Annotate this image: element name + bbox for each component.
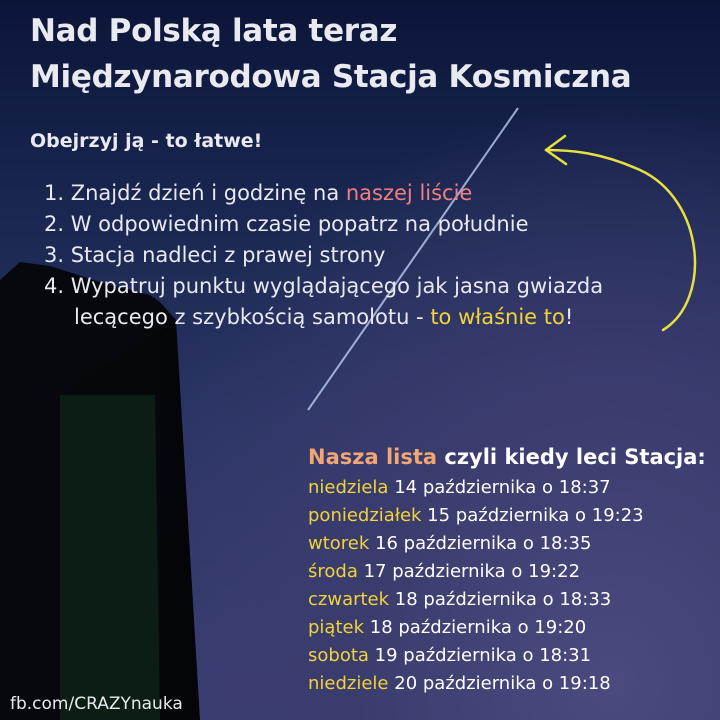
list-link[interactable]: naszej liście	[345, 181, 473, 205]
step-4: 4. Wypatruj punktu wyglądającego jak jasna gwiazda	[44, 274, 604, 298]
schedule-entry	[308, 642, 706, 670]
schedule-day: niedziele	[308, 673, 389, 694]
schedule-entry	[308, 586, 706, 614]
schedule	[308, 442, 706, 698]
schedule-heading-highlight: Nasza lista	[308, 445, 438, 469]
schedule-entry	[308, 558, 706, 586]
schedule-date: 15 października o 19:23	[421, 505, 644, 526]
step-3: 3. Stacja nadleci z prawej strony	[44, 243, 386, 267]
schedule-entry	[308, 502, 706, 530]
title-line-1: Nad Polską lata teraz	[30, 13, 398, 49]
schedule-date: 18 października o 18:33	[389, 589, 612, 610]
step-4-continuation	[44, 302, 603, 333]
schedule-date: 14 października o 18:37	[388, 477, 611, 498]
schedule-entry	[308, 670, 706, 698]
schedule-heading	[308, 442, 706, 472]
step-4-highlight: to właśnie to	[430, 305, 565, 329]
schedule-date: 18 października o 19:20	[364, 617, 587, 638]
schedule-day: czwartek	[308, 589, 390, 610]
schedule-date: 19 października o 18:31	[368, 645, 592, 666]
schedule-day: środa	[308, 561, 358, 582]
step-2: 2. W odpowiednim czasie popatrz na południe	[44, 212, 529, 236]
schedule-date: 16 października o 18:35	[369, 533, 592, 554]
schedule-entry	[308, 474, 706, 502]
schedule-day: piątek	[308, 617, 365, 638]
schedule-day: wtorek	[308, 533, 370, 554]
title-line-2: Międzynarodowa Stacja Kosmiczna	[30, 59, 632, 95]
schedule-day: sobota	[308, 645, 369, 666]
page-title	[30, 8, 631, 100]
schedule-entry	[308, 530, 706, 558]
step-1	[44, 178, 603, 209]
schedule-entry	[308, 614, 706, 642]
subtitle: Obejrzyj ją - to łatwe!	[30, 130, 263, 152]
schedule-day: poniedziałek	[308, 505, 422, 526]
step-1-text: 1. Znajdź dzień i godzinę na	[44, 181, 346, 205]
steps-list	[44, 178, 603, 333]
schedule-date: 17 października o 19:22	[357, 561, 581, 582]
footer-link[interactable]: fb.com/CRAZYnauka	[10, 694, 183, 714]
schedule-heading-rest: czyli kiedy leci Stacja:	[437, 445, 706, 469]
schedule-date: 20 października o 19:18	[388, 673, 611, 694]
schedule-day: niedziela	[308, 477, 389, 498]
step-4-suffix: !	[564, 305, 574, 329]
step-4-cont-text: lecącego z szybkością samolotu -	[74, 305, 431, 329]
